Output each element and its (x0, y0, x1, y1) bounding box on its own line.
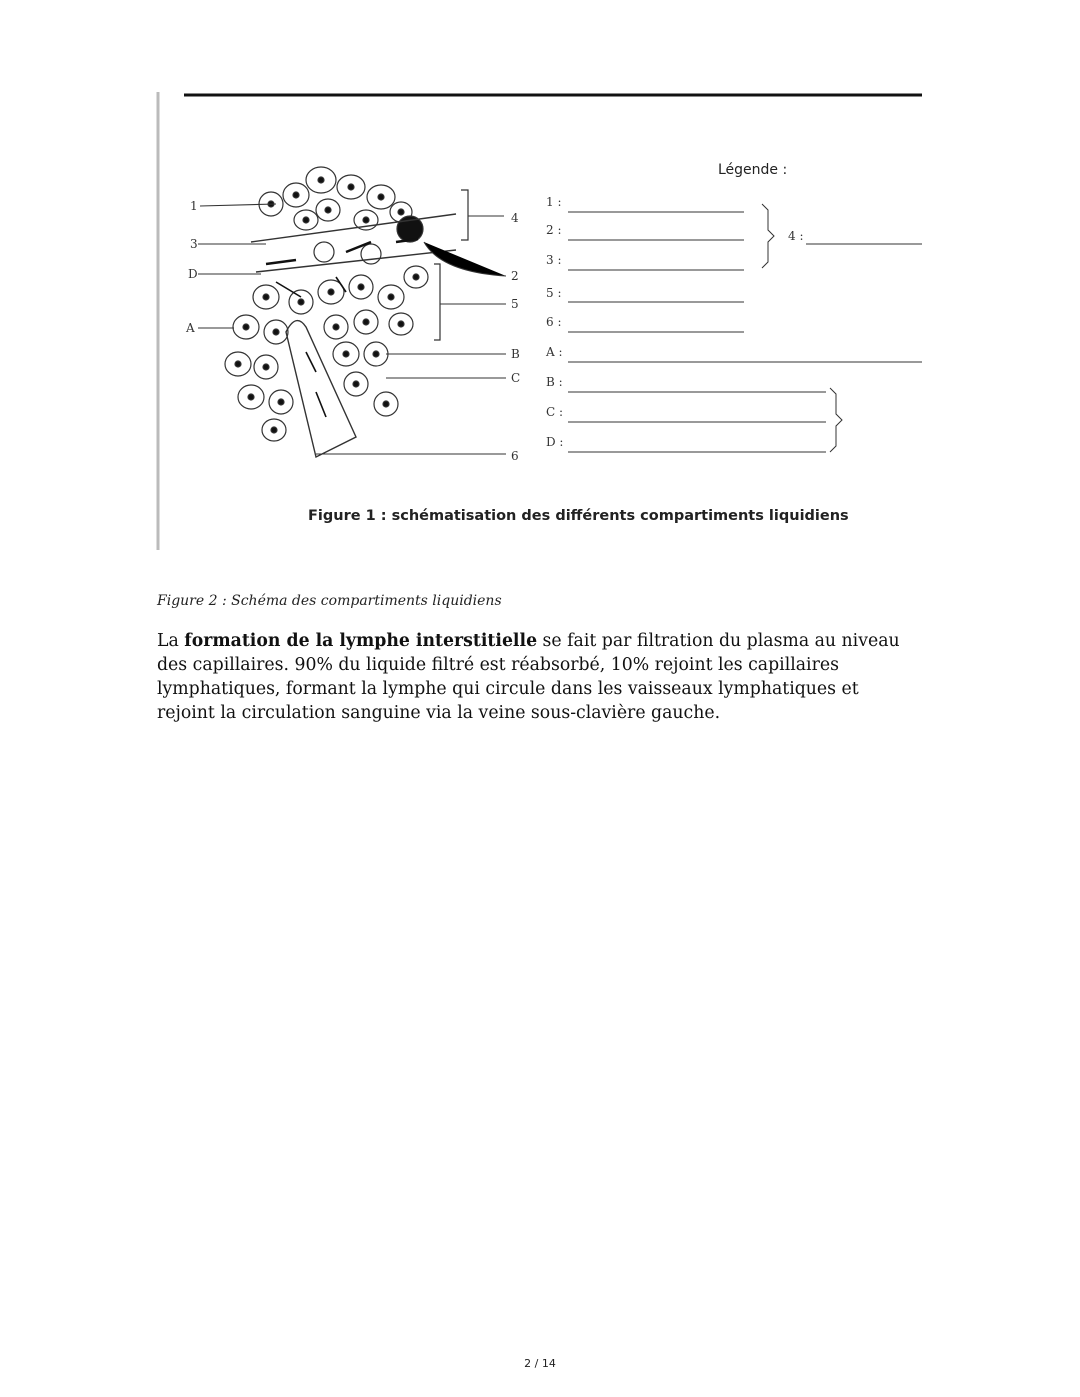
figure-2-caption: Figure 2 : Schéma des compartiments liquidiens (157, 593, 502, 609)
label-right-b: B (511, 347, 520, 361)
legend-item-d: D : (546, 435, 564, 449)
label-right-2: 2 (511, 269, 519, 283)
legend-item-5: 5 : (546, 286, 562, 300)
legend-group-4: 4 : (788, 229, 804, 243)
paragraph-intro: La (157, 631, 185, 651)
body-paragraph (157, 629, 917, 725)
cells (225, 167, 428, 441)
page-number: 2 / 14 (524, 1357, 556, 1370)
label-left-d: D (188, 267, 198, 281)
label-right-5: 5 (511, 297, 519, 311)
paragraph-bold-term: formation de la lymphe interstitielle (184, 631, 538, 651)
legend-item-b: B : (546, 375, 563, 389)
legend-list (545, 195, 922, 452)
legend-item-1: 1 : (546, 195, 562, 209)
label-right-4: 4 (511, 211, 519, 225)
legend-title: Légende : (718, 162, 788, 178)
paragraph-rest: se fait par filtration du plasma au niveau des capillaires. 90% du liquide filtré est réabsorbé, 10% rejoint les capillaires lymphatiques, formant la lymphe qui circule dans les vaisseaux lymphatiques et rejoint la circulation sanguine via la veine sous-clavière gauche. (157, 631, 900, 723)
label-left-3: 3 (190, 237, 198, 251)
figure-1-image (156, 92, 924, 550)
label-left-1: 1 (190, 199, 198, 213)
tissue-drawing (225, 167, 468, 457)
label-left-a: A (186, 321, 195, 335)
legend-item-a: A : (546, 345, 563, 359)
capillary-wall-top (251, 214, 456, 242)
label-right-6: 6 (511, 449, 519, 463)
label-right-c: C (511, 371, 521, 385)
legend-item-c: C : (546, 405, 564, 419)
figure-1-caption: Figure 1 : schématisation des différents compartiments liquidiens (308, 508, 849, 524)
legend-item-3: 3 : (546, 253, 562, 267)
legend-item-2: 2 : (546, 223, 562, 237)
legend-item-6: 6 : (546, 315, 562, 329)
